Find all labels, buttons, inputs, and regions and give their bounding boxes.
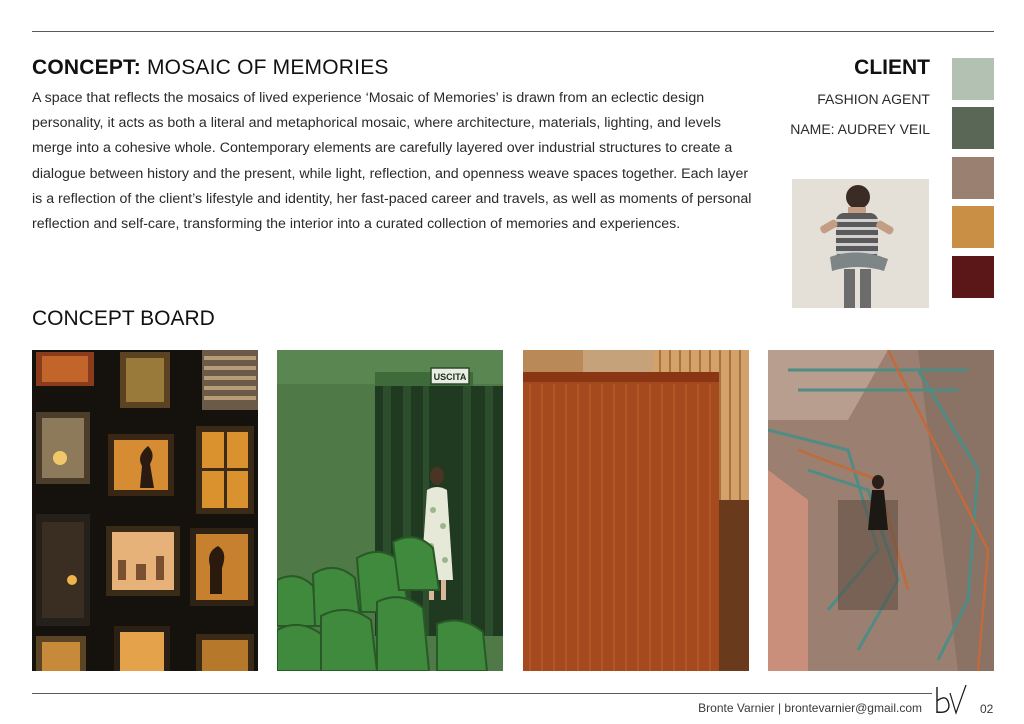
swatch-fill	[952, 107, 994, 149]
palette-swatch-olive	[952, 107, 994, 149]
exit-sign-text: USCITA	[433, 372, 467, 382]
page-number: 02	[980, 702, 994, 716]
concept-title	[32, 56, 389, 80]
bottom-divider	[32, 693, 932, 694]
board-image-night-windows	[32, 350, 258, 671]
concept-description: A space that reflects the mosaics of lived experience ‘Mosaic of Memories’ is drawn from an eclectic design personality, it acts as both a literal and metaphorical mosaic, where architecture, materials, lighting, and levels merge into a cohesive whole. Contemporary elements are carefully layered over industrial structures to create a dialogue between history and the present, while light, reflection, and openness weave spaces together. Each layer is a reflection of the client’s lifestyle and identity, her fast-paced career and travels, as well as moments of personal reflection and self-care, transforming the interior into a curated collection of memories and experiences.	[32, 90, 752, 233]
palette-swatch-sage	[952, 58, 994, 100]
concept-board-title: CONCEPT BOARD	[32, 307, 215, 330]
swatch-fill	[952, 256, 994, 298]
concept-title-main: MOSAIC OF MEMORIES	[140, 56, 389, 79]
concept-title-prefix: CONCEPT:	[32, 56, 141, 79]
palette-swatch-oxblood	[952, 256, 994, 298]
swatch-fill	[952, 58, 994, 100]
client-heading: CLIENT	[854, 56, 930, 79]
palette-swatch-taupe	[952, 157, 994, 199]
top-divider	[32, 31, 994, 32]
palette-swatch-ochre	[952, 206, 994, 248]
swatch-fill	[952, 206, 994, 248]
footer-credit: Bronte Varnier | brontevarnier@gmail.com	[698, 701, 922, 715]
client-photo	[792, 179, 929, 308]
designer-logo	[934, 683, 968, 717]
swatch-fill	[952, 157, 994, 199]
board-image-staircase	[768, 350, 994, 671]
board-image-copper-tower	[523, 350, 749, 671]
client-role: FASHION AGENT	[817, 91, 930, 107]
board-image-green-theatre	[277, 350, 503, 671]
client-name: NAME: AUDREY VEIL	[790, 121, 930, 137]
